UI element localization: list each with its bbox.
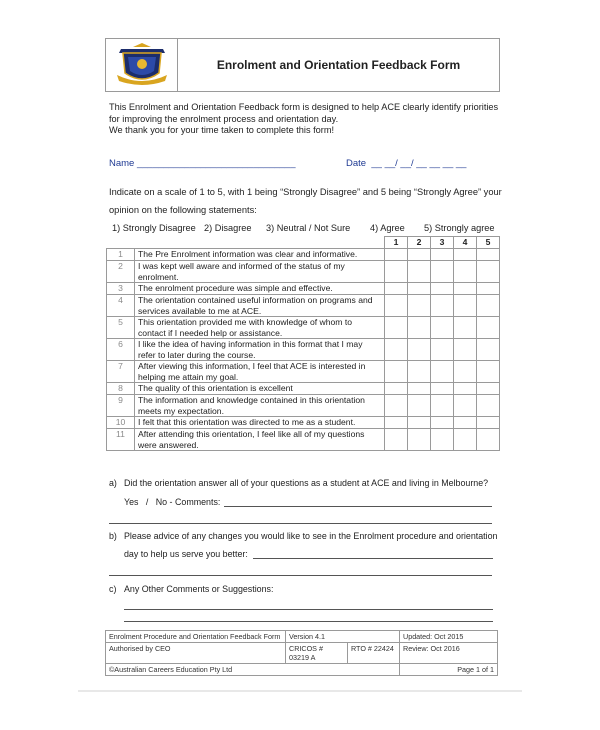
rating-cell[interactable] [454,249,477,261]
rating-cell[interactable] [431,361,454,383]
page-divider [78,690,522,692]
rating-cell[interactable] [477,283,500,295]
table-row [107,283,500,295]
rating-cell[interactable] [454,317,477,339]
rating-table [106,236,500,451]
logo-cell [106,39,178,91]
rating-cell[interactable] [454,261,477,283]
rating-cell[interactable] [408,383,431,395]
rating-cell[interactable] [408,429,431,451]
row-number: 9 [107,395,135,417]
intro-line-2: We thank you for your time taken to complete this form! [109,125,335,135]
table-row [107,383,500,395]
rating-cell[interactable] [385,317,408,339]
rating-cell[interactable] [408,417,431,429]
row-statement: The quality of this orientation is excellent [135,383,385,395]
rating-cell[interactable] [454,429,477,451]
rating-cell[interactable] [408,295,431,317]
rating-cell[interactable] [454,339,477,361]
row-number: 10 [107,417,135,429]
rating-cell[interactable] [477,429,500,451]
rating-cell[interactable] [477,295,500,317]
footer-page-number: Page 1 of 1 [400,664,498,676]
row-number: 6 [107,339,135,361]
answer-line-a1[interactable] [224,506,492,507]
school-crest-icon [113,43,171,87]
date-blank[interactable]: __ __/ __/ __ __ __ __ [371,158,467,169]
rating-cell[interactable] [477,395,500,417]
footer-rto: RTO # 22424 [348,643,400,664]
table-row [107,395,500,417]
col-header: 5 [477,237,500,249]
answer-line-b2[interactable] [109,575,492,576]
footer-authorised: Authorised by CEO [106,643,286,664]
footer-review: Review: Oct 2016 [400,643,498,664]
table-row [107,361,500,383]
rating-cell[interactable] [454,361,477,383]
rating-cell[interactable] [431,317,454,339]
date-label: Date [346,158,367,169]
rating-cell[interactable] [431,417,454,429]
question-a-options[interactable]: Yes / No - Comments: [124,497,221,507]
rating-cell[interactable] [431,261,454,283]
question-a-text: Did the orientation answer all of your questions as a student at ACE and living in Melbourne? [124,478,489,488]
scale-1: 1) Strongly Disagree [112,223,196,233]
rating-cell[interactable] [385,339,408,361]
rating-cell[interactable] [385,361,408,383]
scale-4: 4) Agree [370,223,405,233]
rating-cell[interactable] [454,283,477,295]
row-number: 8 [107,383,135,395]
rating-cell[interactable] [431,295,454,317]
rating-cell[interactable] [408,361,431,383]
scale-5: 5) Strongly agree [424,223,495,233]
document-footer [105,630,498,676]
table-row [107,339,500,361]
question-c-label: c) [109,584,117,594]
rating-cell[interactable] [454,417,477,429]
rating-cell[interactable] [408,395,431,417]
rating-cell[interactable] [408,317,431,339]
row-number: 11 [107,429,135,451]
table-row [107,249,500,261]
rating-cell[interactable] [431,383,454,395]
footer-cricos: CRICOS # 03219 A [286,643,348,664]
scale-2: 2) Disagree [204,223,252,233]
row-number: 2 [107,261,135,283]
rating-cell[interactable] [477,417,500,429]
table-row [107,417,500,429]
row-statement: This orientation provided me with knowledge of whom to contact if I needed help or assistance. [135,317,385,339]
question-b-text-2: day to help us serve you better: [124,549,248,559]
footer-doc-name: Enrolment Procedure and Orientation Feedback Form [106,631,286,643]
question-a-label: a) [109,478,117,488]
table-row [107,295,500,317]
row-statement: The information and knowledge contained in this orientation meets my expectation. [135,395,385,417]
answer-line-a2[interactable] [109,523,492,524]
rating-cell[interactable] [477,339,500,361]
name-blank[interactable]: ______________________________ [136,158,296,169]
scale-instructions: Indicate on a scale of 1 to 5, with 1 being “Strongly Disagree” and 5 being “Strongly Agree” your opinion on the following statements: [109,187,502,215]
row-statement: I like the idea of having information in this format that I may refer to later during the course. [135,339,385,361]
row-statement: I was kept well aware and informed of the status of my enrolment. [135,261,385,283]
row-number: 1 [107,249,135,261]
row-statement: The enrolment procedure was simple and effective. [135,283,385,295]
table-row [107,429,500,451]
rating-cell[interactable] [431,395,454,417]
rating-cell[interactable] [454,395,477,417]
rating-cell[interactable] [477,361,500,383]
rating-cell[interactable] [385,261,408,283]
row-number: 5 [107,317,135,339]
rating-cell[interactable] [408,283,431,295]
row-statement: The orientation contained useful information on programs and services available to me at ACE. [135,295,385,317]
date-field[interactable] [346,158,466,169]
col-header: 1 [385,237,408,249]
rating-cell[interactable] [431,249,454,261]
row-number: 7 [107,361,135,383]
answer-line-b1[interactable] [253,558,493,559]
rating-cell[interactable] [408,339,431,361]
rating-cell[interactable] [454,383,477,395]
rating-cell[interactable] [385,395,408,417]
question-c-text: Any Other Comments or Suggestions: [124,584,274,594]
answer-line-c2[interactable] [124,621,493,622]
intro-text [109,102,509,137]
col-header: 3 [431,237,454,249]
scale-3: 3) Neutral / Not Sure [266,223,351,233]
rating-cell[interactable] [477,317,500,339]
col-header: 4 [454,237,477,249]
rating-cell[interactable] [385,417,408,429]
rating-cell[interactable] [385,295,408,317]
question-b-label: b) [109,531,117,541]
table-row [107,317,500,339]
col-header: 2 [408,237,431,249]
footer-updated: Updated: Oct 2015 [400,631,498,643]
question-b-text: Please advice of any changes you would like to see in the Enrolment procedure and orientation [124,531,498,541]
rating-cell[interactable] [385,429,408,451]
intro-line-1: This Enrolment and Orientation Feedback form is designed to help ACE clearly identify priorities for improving the enrolment process and orientation day. [109,102,499,124]
form-title: Enrolment and Orientation Feedback Form [216,58,461,72]
row-statement: The Pre Enrolment information was clear and informative. [135,249,385,261]
table-row [107,261,500,283]
row-statement: After viewing this information, I feel that ACE is interested in helping me attain my goal. [135,361,385,383]
footer-version: Version 4.1 [286,631,400,643]
rating-cell[interactable] [477,249,500,261]
rating-cell[interactable] [385,383,408,395]
row-statement: I felt that this orientation was directed to me as a student. [135,417,385,429]
rating-cell[interactable] [408,249,431,261]
rating-cell[interactable] [454,295,477,317]
rating-cell[interactable] [431,339,454,361]
answer-line-c1[interactable] [124,609,493,610]
rating-cell[interactable] [431,429,454,451]
row-statement: After attending this orientation, I feel like all of my questions were answered. [135,429,385,451]
rating-cell[interactable] [477,383,500,395]
name-field[interactable] [109,158,296,169]
row-number: 4 [107,295,135,317]
footer-copyright: ©Australian Careers Education Pty Ltd [106,664,400,676]
rating-cell[interactable] [408,261,431,283]
name-label: Name [109,158,135,169]
rating-cell[interactable] [477,261,500,283]
row-number: 3 [107,283,135,295]
form-header [105,38,500,92]
rating-cell[interactable] [385,283,408,295]
rating-cell[interactable] [431,283,454,295]
rating-cell[interactable] [385,249,408,261]
